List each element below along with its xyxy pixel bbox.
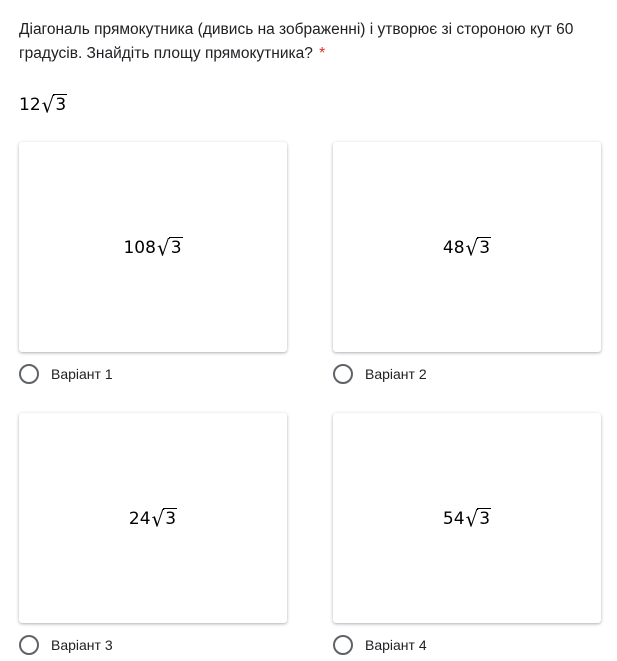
radical-sign-icon: √ [151,505,165,532]
option-4[interactable] [333,633,427,657]
formula-coefficient: 12 [19,95,41,115]
option-label-4[interactable]: Варіант 4 [365,637,427,653]
radio-button-1[interactable] [19,364,39,384]
question-title [19,18,604,66]
radical-sign-icon: √ [465,505,479,532]
option-image-card-4[interactable] [333,413,601,623]
option-image-card-3[interactable] [19,413,287,623]
square-root [151,505,178,532]
formula-coefficient: 108 [123,237,156,258]
radio-button-3[interactable] [19,635,39,655]
radical-sign-icon: √ [41,92,55,118]
option-label-2[interactable]: Варіант 2 [365,366,427,382]
option-image-card-1[interactable] [19,142,287,352]
formula-coefficient: 24 [128,508,151,529]
option-label-3[interactable]: Варіант 3 [51,637,113,653]
option-image-formula-3 [128,505,177,532]
formula-coefficient: 48 [442,237,465,258]
radical-sign-icon: √ [156,234,170,261]
option-image-formula-2 [442,234,491,261]
question-image-formula [19,92,67,118]
formula-radicand: 3 [479,508,491,529]
option-2[interactable] [333,362,427,386]
formula-coefficient: 54 [442,508,465,529]
formula-radicand: 3 [170,237,182,258]
formula-radicand: 3 [479,237,491,258]
square-root [465,234,492,261]
option-image-formula-1 [123,234,182,261]
option-image-formula-4 [442,505,491,532]
square-root [156,234,183,261]
radio-button-4[interactable] [333,635,353,655]
square-root [41,92,68,118]
option-1[interactable] [19,362,113,386]
formula-radicand: 3 [165,508,177,529]
formula-radicand: 3 [55,95,67,115]
square-root [465,505,492,532]
question-text: Діагональ прямокутника (дивись на зображенні) і утворює зі стороною кут 60 градусів. Знайдіть площу прямокутника? [19,21,574,62]
option-label-1[interactable]: Варіант 1 [51,366,113,382]
radio-button-2[interactable] [333,364,353,384]
option-3[interactable] [19,633,113,657]
radical-sign-icon: √ [465,234,479,261]
option-image-card-2[interactable] [333,142,601,352]
required-asterisk: * [319,45,326,62]
